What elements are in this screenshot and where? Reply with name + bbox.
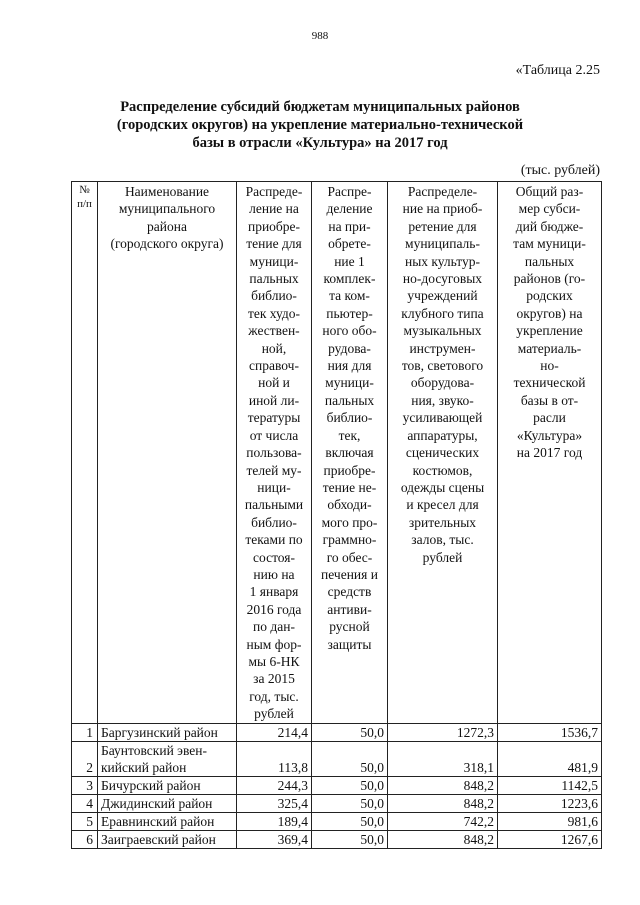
header-total-subsidy: Общий раз- мер субси- дий бюдже- там муници- пальных районов (го- родских округов) на укрепление материаль- но- технической базы в от- расли «Культура» на 2017 год xyxy=(498,182,602,724)
library-literature-value: 113,8 xyxy=(237,741,312,776)
table-row xyxy=(72,776,602,794)
library-literature-value: 214,4 xyxy=(237,723,312,741)
document-title xyxy=(60,98,580,152)
total-subsidy-value: 981,6 xyxy=(498,812,602,830)
library-literature-value: 244,3 xyxy=(237,776,312,794)
title-line-2: (городских округов) на укрепление материально-технической xyxy=(116,117,524,133)
club-equipment-value: 1272,3 xyxy=(388,723,498,741)
library-literature-value: 325,4 xyxy=(237,794,312,812)
total-subsidy-value: 1267,6 xyxy=(498,830,602,848)
computer-equipment-value: 50,0 xyxy=(312,776,388,794)
computer-equipment-value: 50,0 xyxy=(312,741,388,776)
table-header xyxy=(72,182,602,724)
computer-equipment-value: 50,0 xyxy=(312,830,388,848)
row-number: 4 xyxy=(72,794,98,812)
club-equipment-value: 318,1 xyxy=(388,741,498,776)
title-line-1: Распределение субсидий бюджетам муниципальных районов xyxy=(120,99,520,115)
header-district-name: Наименование муниципального района (городского округа) xyxy=(98,182,237,724)
row-number: 2 xyxy=(72,741,98,776)
header-number: № п/п xyxy=(72,182,98,724)
table-row xyxy=(72,830,602,848)
total-subsidy-value: 481,9 xyxy=(498,741,602,776)
computer-equipment-value: 50,0 xyxy=(312,794,388,812)
district-name: Джидинский район xyxy=(98,794,237,812)
total-subsidy-value: 1142,5 xyxy=(498,776,602,794)
club-equipment-value: 848,2 xyxy=(388,794,498,812)
club-equipment-value: 848,2 xyxy=(388,776,498,794)
table-row xyxy=(72,723,602,741)
table-row xyxy=(72,794,602,812)
header-computer-equipment: Распре- деление на при- обрете- ние 1 комплек- та ком- пьютер- ного обо- рудова- ния для муници- пальных библио- тек, включая приобре- тение не- обходи- мого про- граммно- го обес- печения и средств антиви- русной защиты xyxy=(312,182,388,724)
district-name: Баргузинский район xyxy=(98,723,237,741)
header-library-literature: Распреде- ление на приобре- тение для муници- пальных библио- тек худо- жествен- ной, справоч- ной и иной ли- тературы от числа пользова- телей му- ници- пальными библио- теками по состоя- нию на 1 января 2016 года по дан- ным фор- мы 6-НК за 2015 год, тыс. рублей xyxy=(237,182,312,724)
units-label: (тыс. рублей) xyxy=(520,163,600,178)
computer-equipment-value: 50,0 xyxy=(312,723,388,741)
library-literature-value: 369,4 xyxy=(237,830,312,848)
title-line-3: базы в отрасли «Культура» на 2017 год xyxy=(192,135,448,151)
row-number: 1 xyxy=(72,723,98,741)
page-number: 988 xyxy=(311,30,329,42)
table-row xyxy=(72,812,602,830)
computer-equipment-value: 50,0 xyxy=(312,812,388,830)
district-name: Еравнинский район xyxy=(98,812,237,830)
total-subsidy-value: 1223,6 xyxy=(498,794,602,812)
header-club-equipment: Распределе- ние на приоб- ретение для муниципаль- ных культур- но-досуговых учреждений клубного типа музыкальных инструмен- тов, светового оборудова- ния, звуко- усиливающей аппаратуры, сценических костюмов, одежды сцены и кресел для зрительных залов, тыс. рублей xyxy=(388,182,498,724)
district-name: Бичурский район xyxy=(98,776,237,794)
total-subsidy-value: 1536,7 xyxy=(498,723,602,741)
row-number: 6 xyxy=(72,830,98,848)
table-body xyxy=(72,723,602,848)
subsidy-table xyxy=(71,181,602,849)
row-number: 3 xyxy=(72,776,98,794)
table-label: «Таблица 2.25 xyxy=(515,63,600,78)
district-name: Заиграевский район xyxy=(98,830,237,848)
header-row xyxy=(72,182,602,724)
row-number: 5 xyxy=(72,812,98,830)
club-equipment-value: 742,2 xyxy=(388,812,498,830)
district-name: Баунтовский эвен- кийский район xyxy=(98,741,237,776)
club-equipment-value: 848,2 xyxy=(388,830,498,848)
library-literature-value: 189,4 xyxy=(237,812,312,830)
table-row xyxy=(72,741,602,776)
